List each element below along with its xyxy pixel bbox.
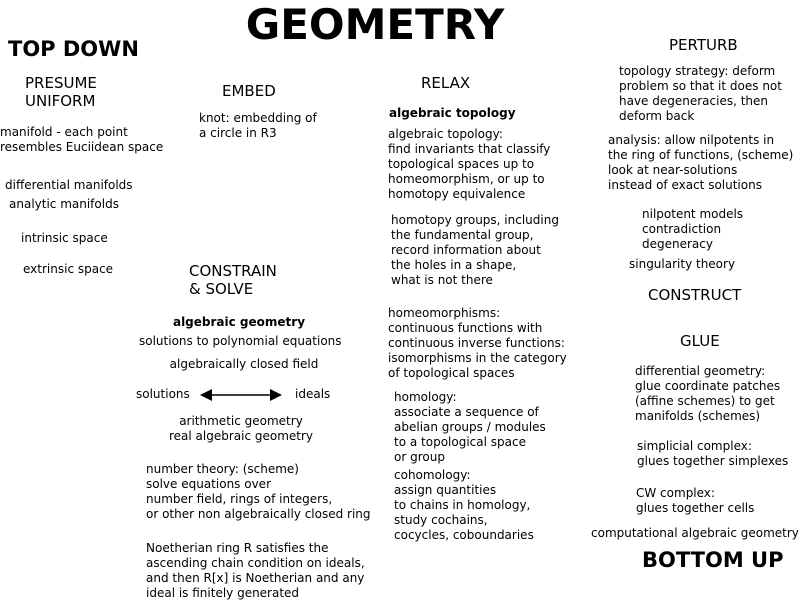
topology-strategy-note: topology strategy: deform problem so that it does not have degeneracies, then deform back	[619, 64, 782, 123]
construct-heading: CONSTRUCT	[648, 286, 742, 304]
analysis-note: analysis: allow nilpotents in the ring of functions, (scheme) look at near-solutions instead of exact solutions	[608, 133, 794, 192]
cw-complex-note: CW complex: glues together cells	[636, 486, 755, 515]
glue-heading: GLUE	[680, 332, 720, 350]
cohomology-note: cohomology: assign quantities to chains in homology, study cochains, cocycles, coboundaries	[394, 468, 534, 542]
algebraic-topology-label: algebraic topology	[389, 106, 516, 120]
constrain-solve-heading: CONSTRAIN & SOLVE	[189, 262, 277, 298]
algebraic-topology-note: algebraic topology: find invariants that classify topological spaces up to homeomorphism, or up to homotopy equivalence	[388, 127, 551, 201]
solutions-label: solutions	[136, 387, 190, 401]
presume-uniform-heading: PRESUME UNIFORM	[25, 74, 97, 110]
differential-manifolds-note: differential manifolds	[5, 178, 133, 192]
relax-heading: RELAX	[421, 74, 471, 92]
extrinsic-space-note: extrinsic space	[23, 262, 114, 276]
algebraic-geometry-label: algebraic geometry	[172, 315, 306, 329]
manifold-note: manifold - each point resembles Euciidean space	[0, 125, 164, 154]
page-title: GEOMETRY	[245, 0, 505, 49]
noetherian-note: Noetherian ring R satisfies the ascending chain condition on ideals, and then R[x] is Noetherian and any ideal is finitely generated	[146, 541, 365, 600]
ideals-label: ideals	[295, 387, 331, 401]
nilpotent-models-note: nilpotent models contradiction degeneracy	[642, 207, 744, 251]
homeomorphisms-note: homeomorphisms: continuous functions with continuous inverse functions: isomorphisms in the category of topological spaces	[388, 306, 567, 380]
top-down-label: TOP DOWN	[8, 37, 139, 61]
differential-geometry-note: differential geometry: glue coordinate patches (affine schemes) to get manifolds (schemes)	[635, 364, 781, 423]
perturb-heading: PERTURB	[669, 36, 738, 54]
solutions-polynomial-note: solutions to polynomial equations	[139, 334, 342, 348]
arithmetic-geometry-note: arithmetic geometry real algebraic geometry	[168, 414, 314, 443]
embed-heading: EMBED	[222, 82, 276, 100]
bottom-up-label: BOTTOM UP	[642, 548, 784, 572]
homotopy-note: homotopy groups, including the fundamental group, record information about the holes in a shape, what is not there	[391, 213, 559, 287]
analytic-manifolds-note: analytic manifolds	[9, 197, 119, 211]
singularity-theory-note: singularity theory	[629, 257, 736, 271]
intrinsic-space-note: intrinsic space	[21, 231, 108, 245]
double-arrow-icon	[200, 384, 282, 406]
homology-note: homology: associate a sequence of abelian groups / modules to a topological space or group	[394, 390, 546, 464]
knot-note: knot: embedding of a circle in R3	[199, 111, 317, 140]
algebraically-closed-note: algebraically closed field	[169, 357, 319, 371]
simplicial-complex-note: simplicial complex: glues together simplexes	[637, 439, 789, 468]
computational-algebraic-geometry-note: computational algebraic geometry	[591, 526, 799, 540]
number-theory-note: number theory: (scheme) solve equations over number field, rings of integers, or other non algebraically closed ring	[146, 462, 371, 521]
